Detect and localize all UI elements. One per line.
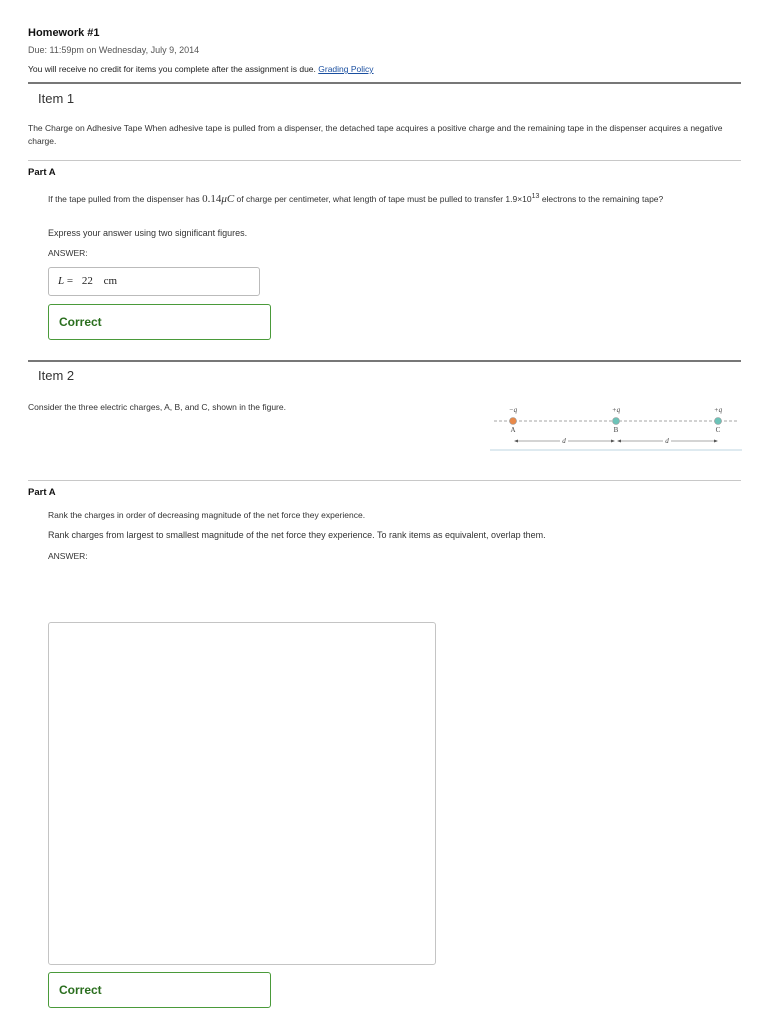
item2-divider <box>28 360 741 362</box>
charge-value: 0.14 <box>202 192 222 205</box>
charges-figure-svg <box>490 400 742 452</box>
charge-unit: μC <box>221 192 235 205</box>
charge-b-dot <box>613 418 620 425</box>
item1-correct-feedback: Correct <box>48 304 271 340</box>
item2-answer-label: ANSWER: <box>48 551 88 561</box>
item1-description: The Charge on Adhesive Tape When adhesive tape is pulled from a dispenser, the detached tape acquires a positive charge and the remaining tape in the dispenser acquires a negative charge. <box>28 123 723 146</box>
distance-label-ab: d <box>562 437 566 445</box>
item1-answer-label: ANSWER: <box>48 248 88 258</box>
credit-notice <box>28 64 374 74</box>
item1-divider <box>28 82 741 84</box>
charge-b-name: B <box>613 426 619 434</box>
arrow-head-right-bc <box>714 440 718 443</box>
item2-correct-feedback: Correct <box>48 972 271 1008</box>
charge-c-name: C <box>715 426 721 434</box>
item2-part-a-label: Part A <box>28 487 56 498</box>
part-divider <box>28 480 741 481</box>
charge-a-dot <box>510 418 517 425</box>
credit-notice-text: You will receive no credit for items you complete after the assignment is due. <box>28 64 316 74</box>
answer-value: 22 <box>81 275 93 287</box>
ranking-drop-area[interactable] <box>48 622 436 965</box>
part-divider <box>28 160 741 161</box>
arrow-head-left-ab <box>514 440 518 443</box>
item1-instruction: Express your answer using two significant figures. <box>48 228 248 238</box>
grading-policy-link[interactable]: Grading Policy <box>318 64 374 74</box>
distance-label-bc: d <box>665 437 669 445</box>
charge-a-name: A <box>510 426 516 434</box>
charge-c-dot <box>715 418 722 425</box>
arrow-head-left-bc <box>617 440 621 443</box>
question-mid: of charge per centimeter, what length of tape must be pulled to transfer 1.9×10 <box>236 193 532 204</box>
item2-part-a-question: Rank the charges in order of decreasing magnitude of the net force they experience. <box>48 510 366 520</box>
answer-variable: L <box>58 275 65 287</box>
due-date: Due: 11:59pm on Wednesday, July 9, 2014 <box>28 45 200 55</box>
exponent: 13 <box>531 193 540 200</box>
charge-c-sign: +q <box>713 406 723 414</box>
charges-figure <box>490 400 742 452</box>
item2-title: Item 2 <box>38 368 75 383</box>
charge-a-sign: −q <box>508 406 518 414</box>
answer-equals: = <box>66 275 74 287</box>
question-suffix: electrons to the remaining tape? <box>541 193 664 204</box>
homework-title: Homework #1 <box>28 27 100 39</box>
length-answer-field[interactable] <box>48 267 260 296</box>
answer-unit: cm <box>103 275 118 287</box>
answer-expression <box>58 275 117 287</box>
item2-instruction: Rank charges from largest to smallest magnitude of the net force they experience. To rank items as equivalent, overlap them. <box>48 530 546 540</box>
arrow-head-right-ab <box>611 440 615 443</box>
item2-description: Consider the three electric charges, A, B, and C, shown in the figure. <box>28 402 286 412</box>
charge-b-sign: +q <box>611 406 621 414</box>
item1-part-a-question <box>48 189 738 207</box>
item1-title: Item 1 <box>38 91 75 106</box>
item1-part-a-label: Part A <box>28 167 56 178</box>
question-prefix: If the tape pulled from the dispenser has <box>48 193 200 204</box>
